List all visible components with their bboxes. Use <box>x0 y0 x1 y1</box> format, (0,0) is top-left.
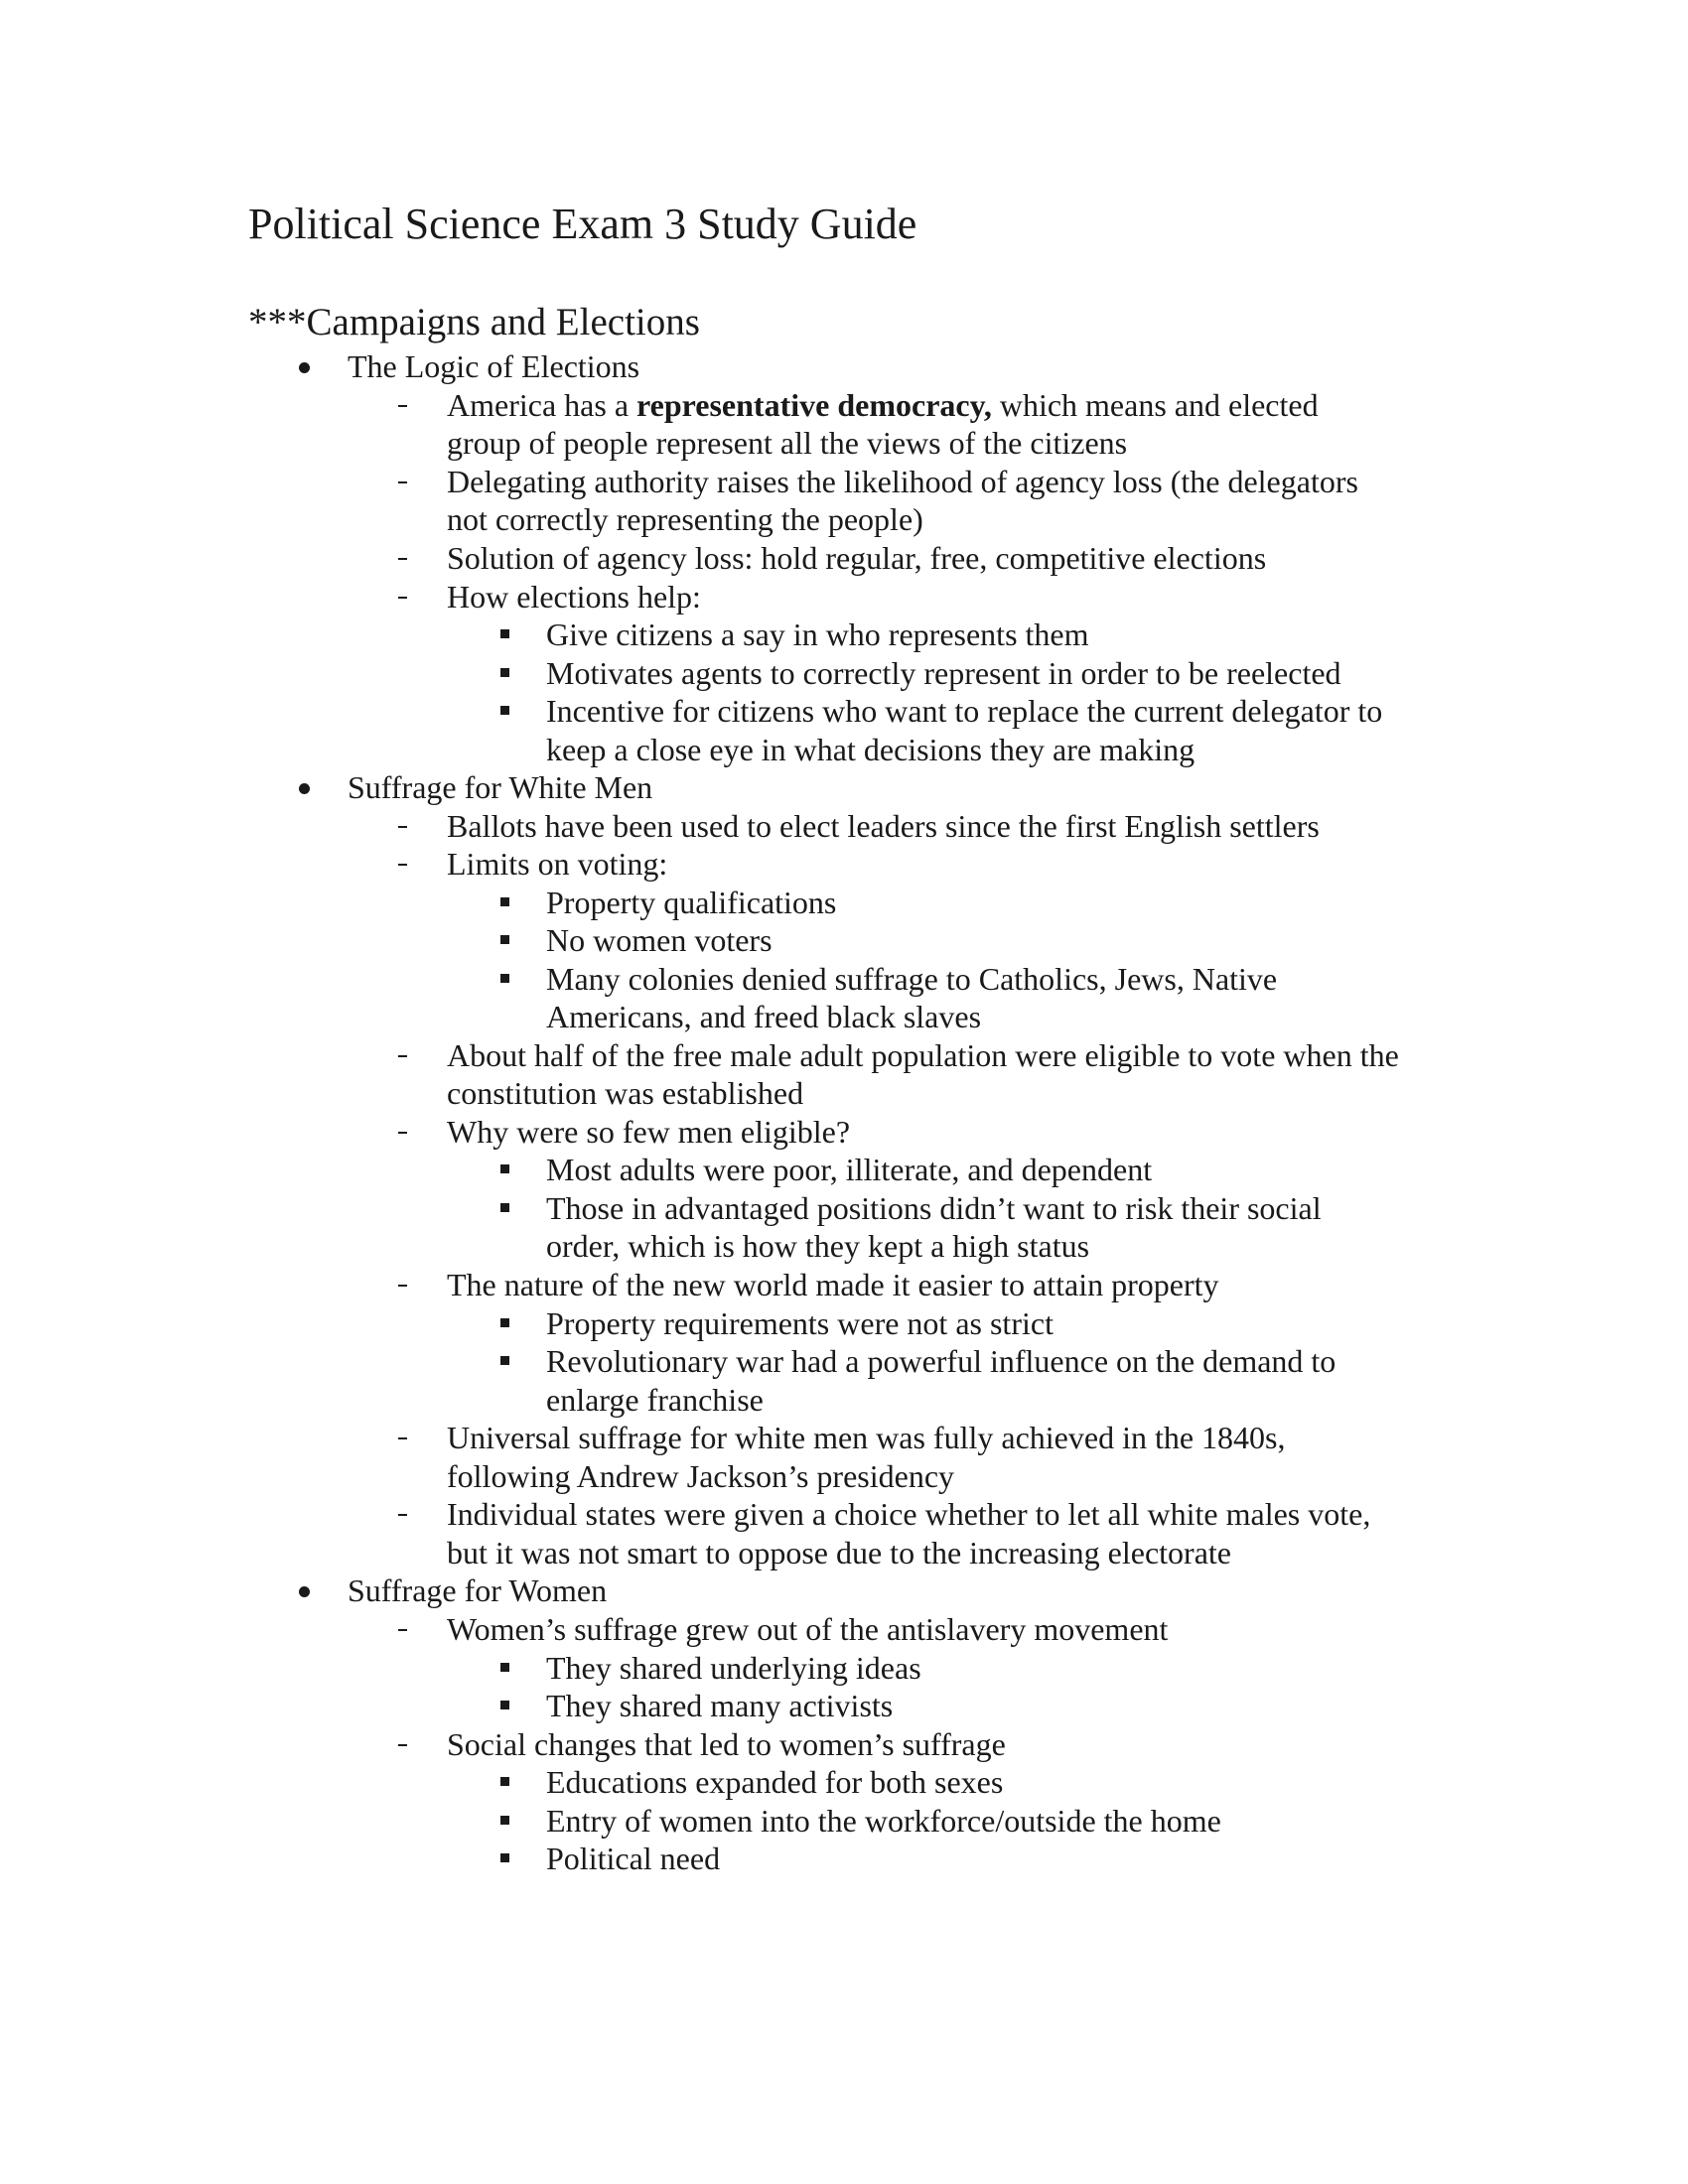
list-item: Limits on voting: <box>447 846 668 882</box>
sub-list-item: They shared underlying ideas <box>546 1650 921 1686</box>
dash-icon <box>398 1055 407 1057</box>
square-bullet-icon <box>500 1701 509 1709</box>
sub-list-item: Revolutionary war had a powerful influence on the demand to <box>546 1343 1336 1379</box>
sub-list-item: Motivates agents to correctly represent in order to be reelected <box>546 655 1341 691</box>
list-item: Delegating authority raises the likelihood of agency loss (the delegators <box>447 464 1358 499</box>
square-bullet-icon <box>500 974 509 983</box>
square-bullet-icon <box>500 706 509 715</box>
bullet-icon <box>299 783 310 794</box>
sub-list-item: Educations expanded for both sexes <box>546 1764 1004 1800</box>
list-item: Social changes that led to women’s suffrage <box>447 1726 1006 1762</box>
dash-icon <box>398 1744 407 1746</box>
dash-icon <box>398 864 407 866</box>
dash-icon <box>398 1285 407 1287</box>
square-bullet-icon <box>500 935 509 944</box>
list-item: Women’s suffrage grew out of the antislavery movement <box>447 1611 1169 1647</box>
list-item: Individual states were given a choice whether to let all white males vote, <box>447 1496 1371 1532</box>
square-bullet-icon <box>500 668 509 677</box>
square-bullet-icon <box>500 1318 509 1327</box>
topic-heading-logic-of-elections: The Logic of Elections <box>348 348 640 384</box>
square-bullet-icon <box>500 1853 509 1862</box>
sub-list-item: Property requirements were not as strict <box>546 1305 1054 1341</box>
sub-list-item: Give citizens a say in who represents them <box>546 616 1089 652</box>
section-heading: ***Campaigns and Elections <box>248 301 700 343</box>
list-item-continuation: group of people represent all the views of the citizens <box>447 425 1128 461</box>
list-item-continuation: constitution was established <box>447 1075 804 1111</box>
list-item: Solution of agency loss: hold regular, free, competitive elections <box>447 540 1267 576</box>
list-item-continuation: following Andrew Jackson’s presidency <box>447 1458 955 1494</box>
dash-icon <box>398 558 407 560</box>
list-item-continuation: but it was not smart to oppose due to the increasing electorate <box>447 1535 1231 1570</box>
dash-icon <box>398 1514 407 1516</box>
square-bullet-icon <box>500 1663 509 1672</box>
square-bullet-icon <box>500 1164 509 1173</box>
list-item: About half of the free male adult population were eligible to vote when the <box>447 1037 1399 1073</box>
list-item: America has a representative democracy, which means and elected <box>447 387 1319 423</box>
dash-icon <box>398 826 407 828</box>
sub-list-item: Most adults were poor, illiterate, and dependent <box>546 1152 1153 1187</box>
list-item: How elections help: <box>447 579 701 614</box>
sub-list-item-continuation: enlarge franchise <box>546 1382 764 1418</box>
dash-icon <box>398 1437 407 1439</box>
sub-list-item: Political need <box>546 1841 721 1876</box>
sub-list-item: Many colonies denied suffrage to Catholics, Jews, Native <box>546 961 1278 997</box>
dash-icon <box>398 1629 407 1631</box>
dash-icon <box>398 405 407 407</box>
sub-list-item: No women voters <box>546 922 773 958</box>
page-title: Political Science Exam 3 Study Guide <box>248 200 917 248</box>
dash-icon <box>398 481 407 483</box>
sub-list-item-continuation: order, which is how they kept a high status <box>546 1228 1090 1264</box>
list-item: The nature of the new world made it easier to attain property <box>447 1267 1219 1302</box>
square-bullet-icon <box>500 1356 509 1365</box>
square-bullet-icon <box>500 897 509 906</box>
bold-term: representative democracy, <box>636 387 992 423</box>
square-bullet-icon <box>500 1203 509 1212</box>
sub-list-item: Entry of women into the workforce/outside the home <box>546 1803 1221 1839</box>
list-item: Ballots have been used to elect leaders since the first English settlers <box>447 808 1320 844</box>
topic-heading-suffrage-women: Suffrage for Women <box>348 1572 608 1608</box>
list-item: Why were so few men eligible? <box>447 1114 851 1150</box>
sub-list-item-continuation: Americans, and freed black slaves <box>546 999 982 1034</box>
dash-icon <box>398 1132 407 1134</box>
sub-list-item-continuation: keep a close eye in what decisions they are making <box>546 732 1196 767</box>
square-bullet-icon <box>500 629 509 638</box>
topic-heading-suffrage-white-men: Suffrage for White Men <box>348 769 653 805</box>
square-bullet-icon <box>500 1777 509 1786</box>
bullet-icon <box>299 1586 310 1597</box>
sub-list-item: Incentive for citizens who want to replace the current delegator to <box>546 693 1383 729</box>
sub-list-item: Property qualifications <box>546 885 837 920</box>
bullet-icon <box>299 362 310 373</box>
list-item-continuation: not correctly representing the people) <box>447 501 923 537</box>
square-bullet-icon <box>500 1816 509 1825</box>
dash-icon <box>398 597 407 599</box>
list-item: Universal suffrage for white men was fully achieved in the 1840s, <box>447 1420 1286 1455</box>
sub-list-item: They shared many activists <box>546 1688 894 1723</box>
sub-list-item: Those in advantaged positions didn’t want to risk their social <box>546 1190 1322 1226</box>
